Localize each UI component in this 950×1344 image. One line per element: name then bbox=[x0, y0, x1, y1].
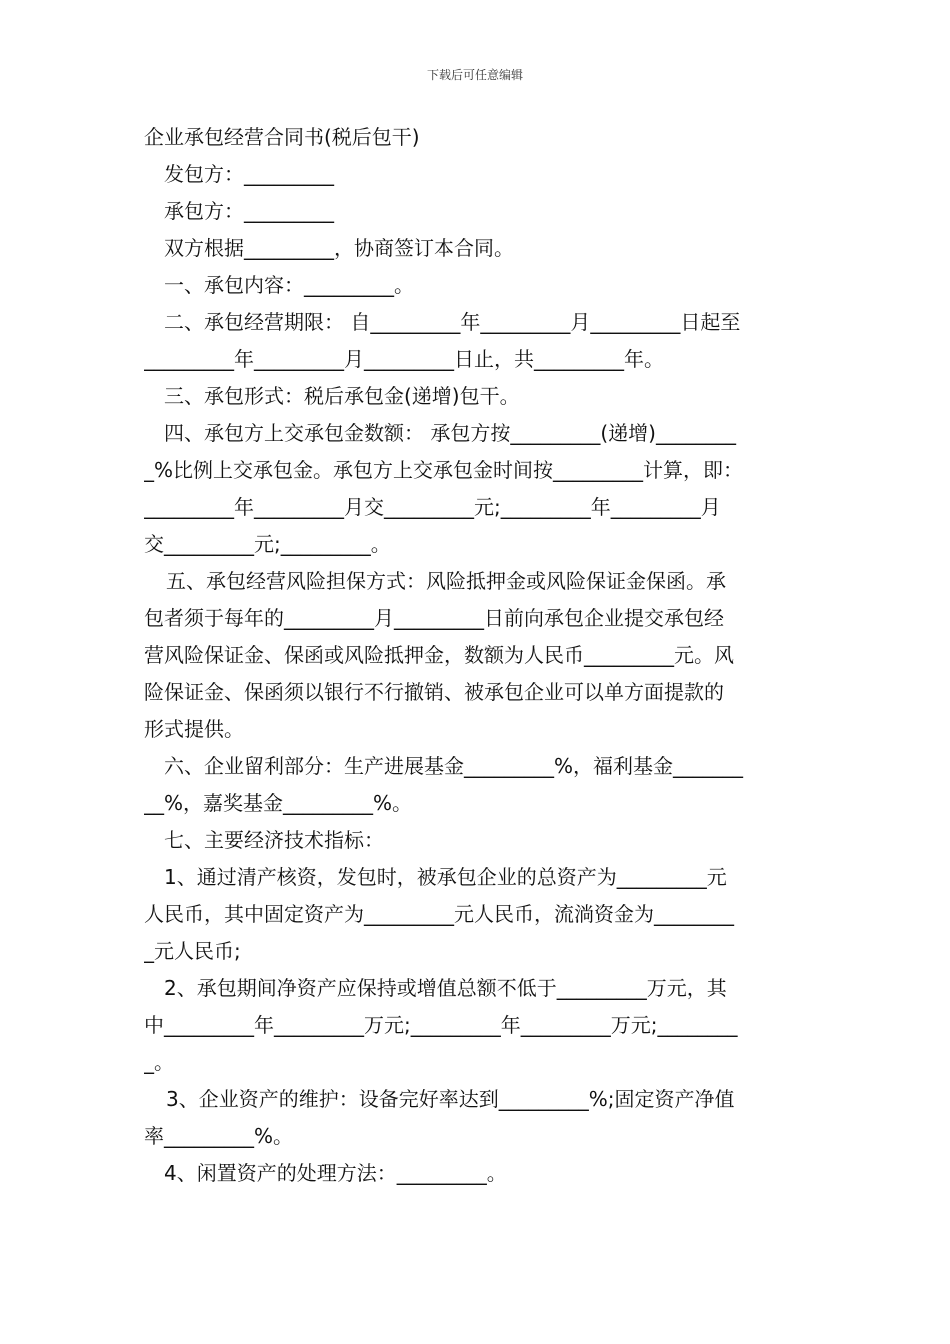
document-line: 四、承包方上交承包金数额： 承包方按_________(递增)________ bbox=[164, 421, 736, 445]
document-line: 三、承包形式：税后承包金(递增)包干。 bbox=[164, 384, 520, 408]
page-header-note: 下载后可任意编辑 bbox=[426, 68, 523, 82]
document-line: _________年_________月_________日止，共_________年。 bbox=[144, 347, 664, 371]
document-line: 交_________元;_________。 bbox=[144, 532, 391, 556]
document-line: _________年_________月交_________元;_________年_________月 bbox=[144, 495, 721, 519]
document-line: _%比例上交承包金。承包方上交承包金时间按_________计算，即： bbox=[144, 458, 744, 482]
document-line: 人民币，其中固定资产为_________元人民币，流淌资金为________ bbox=[144, 902, 734, 926]
document-line: 率_________%。 bbox=[144, 1124, 294, 1148]
document-line: 五、承包经营风险担保方式：风险抵押金或风险保证金保函。承 bbox=[166, 569, 726, 593]
document-line: 一、承包内容：_________。 bbox=[164, 273, 414, 297]
document-line: 包者须于每年的_________月_________日前向承包企业提交承包经 bbox=[144, 606, 724, 630]
document-line: 发包方：_________ bbox=[164, 162, 334, 186]
document-line: 3、企业资产的维护：设备完好率达到_________%;固定资产净值 bbox=[166, 1087, 735, 1111]
document-title: 企业承包经营合同书(税后包干) bbox=[144, 125, 420, 149]
document-line: 营风险保证金、保函或风险抵押金，数额为人民币_________元。风 bbox=[144, 643, 734, 667]
document-line: 险保证金、保函须以银行不行撤销、被承包企业可以单方面提款的 bbox=[144, 680, 724, 704]
document-line: 二、承包经营期限： 自_________年_________月_________日起至 bbox=[164, 310, 741, 334]
document-line: 承包方：_________ bbox=[164, 199, 334, 223]
document-line: 七、主要经济技术指标： bbox=[164, 828, 384, 852]
document-line: 六、企业留利部分：生产进展基金_________%，福利基金_______ bbox=[164, 754, 744, 778]
document-line: 1、通过清产核资，发包时，被承包企业的总资产为_________元 bbox=[164, 865, 727, 889]
document-line: 形式提供。 bbox=[144, 717, 244, 741]
contract-document-body bbox=[144, 119, 808, 1192]
document-line: _元人民币; bbox=[144, 939, 241, 963]
document-line: 4、闲置资产的处理方法：_________。 bbox=[164, 1161, 507, 1185]
document-line: 中_________年_________万元;_________年_________万元;________ bbox=[144, 1013, 738, 1037]
document-line: _。 bbox=[144, 1050, 174, 1074]
document-line: 双方根据_________，协商签订本合同。 bbox=[164, 236, 514, 260]
document-line: 2、承包期间净资产应保持或增值总额不低于_________万元，其 bbox=[164, 976, 727, 1000]
document-line: __%，嘉奖基金_________%。 bbox=[144, 791, 413, 815]
